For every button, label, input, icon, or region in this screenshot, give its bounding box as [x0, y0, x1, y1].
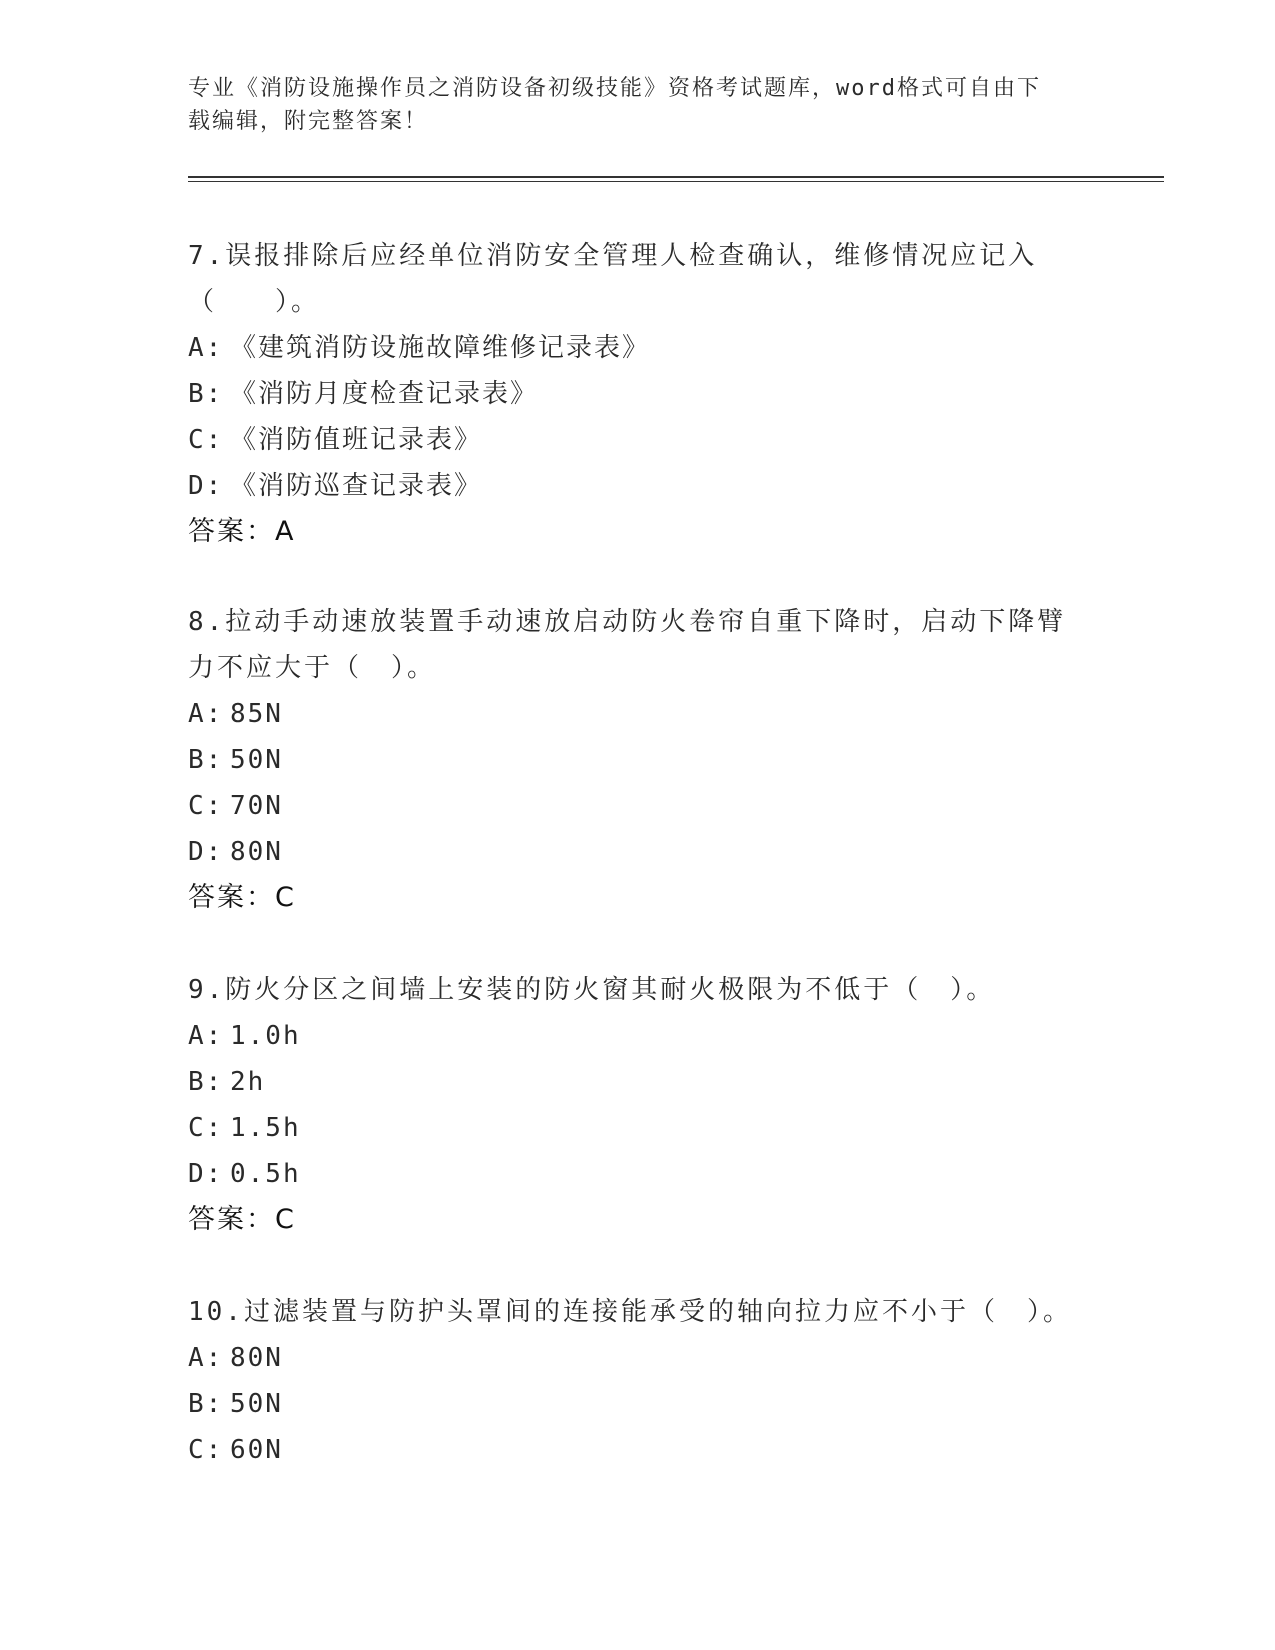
option-c [188, 783, 1078, 829]
option-d [188, 829, 1078, 875]
option-text: 《消防巡查记录表》 [230, 471, 483, 501]
option-d [188, 1151, 1078, 1197]
option-b [188, 737, 1078, 783]
option-letter: B: [188, 1389, 224, 1419]
option-text: 1.0h [230, 1021, 301, 1051]
option-text: 《消防月度检查记录表》 [230, 379, 539, 409]
option-letter: B: [188, 1067, 224, 1097]
answer: 答案：C [188, 882, 296, 913]
option-letter: A: [188, 333, 224, 363]
question-stem: 8.拉动手动速放装置手动速放启动防火卷帘自重下降时，启动下降臂力不应大于（ ）。 [188, 607, 1067, 683]
question-8 [188, 599, 1078, 921]
option-text: 0.5h [230, 1159, 301, 1189]
question-10 [188, 1289, 1078, 1473]
option-letter: C: [188, 425, 224, 455]
option-b [188, 1381, 1078, 1427]
option-letter: A: [188, 1021, 224, 1051]
option-letter: C: [188, 791, 224, 821]
option-a [188, 1335, 1078, 1381]
answer: 答案：C [188, 1204, 296, 1235]
header-divider [188, 176, 1164, 182]
option-text: 50N [230, 1389, 283, 1419]
option-c [188, 1427, 1078, 1473]
question-stem: 7.误报排除后应经单位消防安全管理人检查确认，维修情况应记入（ ）。 [188, 241, 1038, 317]
header-line-1: 专业《消防设施操作员之消防设备初级技能》资格考试题库，word格式可自由下 [188, 76, 1041, 101]
header-line-2: 载编辑，附完整答案！ [188, 109, 429, 134]
option-letter: C: [188, 1435, 224, 1465]
question-9 [188, 967, 1078, 1243]
question-7 [188, 233, 1078, 555]
option-text: 《建筑消防设施故障维修记录表》 [230, 333, 651, 363]
option-text: 70N [230, 791, 283, 821]
option-letter: D: [188, 837, 224, 867]
option-letter: C: [188, 1113, 224, 1143]
option-text: 80N [230, 837, 283, 867]
option-a [188, 1013, 1078, 1059]
option-c [188, 1105, 1078, 1151]
option-text: 80N [230, 1343, 283, 1373]
option-b [188, 371, 1078, 417]
option-b [188, 1059, 1078, 1105]
option-text: 50N [230, 745, 283, 775]
option-letter: B: [188, 745, 224, 775]
option-c [188, 417, 1078, 463]
option-d [188, 463, 1078, 509]
question-stem: 9.防火分区之间墙上安装的防火窗其耐火极限为不低于（ ）。 [188, 975, 996, 1005]
option-a [188, 691, 1078, 737]
document-header [188, 72, 1078, 138]
question-stem: 10.过滤装置与防护头罩间的连接能承受的轴向拉力应不小于（ ）。 [188, 1297, 1072, 1327]
option-letter: B: [188, 379, 224, 409]
option-text: 2h [230, 1067, 266, 1097]
option-a [188, 325, 1078, 371]
option-text: 《消防值班记录表》 [230, 425, 483, 455]
option-text: 85N [230, 699, 283, 729]
option-text: 1.5h [230, 1113, 301, 1143]
option-letter: D: [188, 1159, 224, 1189]
option-letter: A: [188, 1343, 224, 1373]
option-text: 60N [230, 1435, 283, 1465]
option-letter: A: [188, 699, 224, 729]
option-letter: D: [188, 471, 224, 501]
answer: 答案：A [188, 516, 296, 547]
